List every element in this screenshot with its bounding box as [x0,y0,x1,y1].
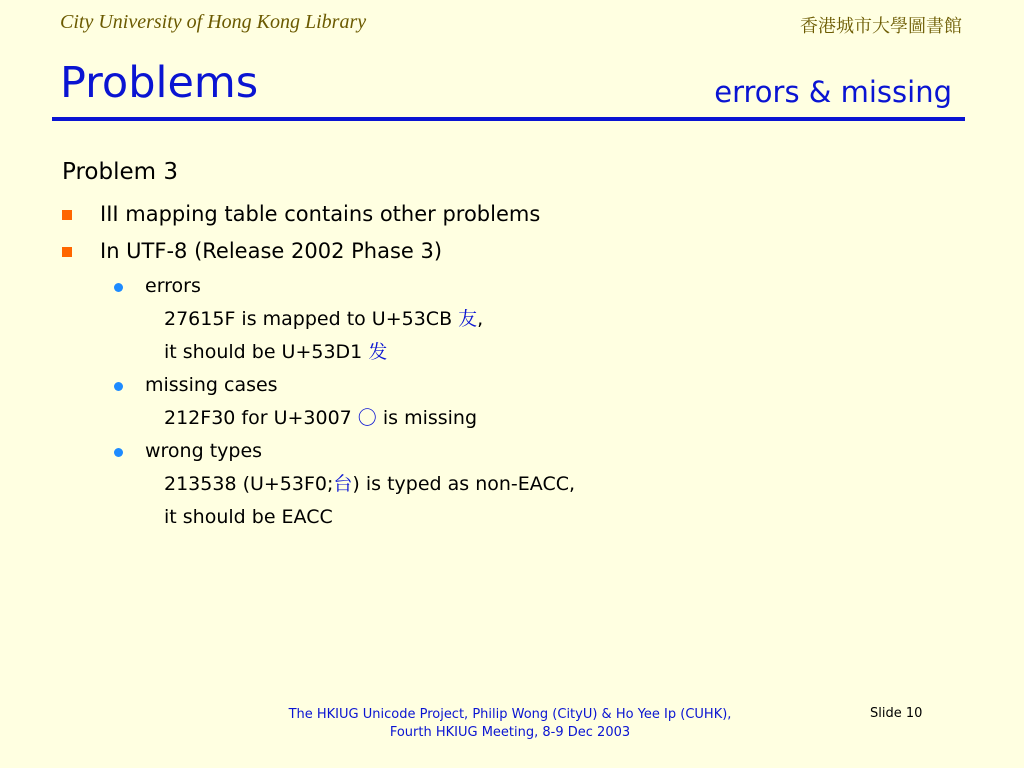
cjk-char-you: 友 [458,308,478,330]
bullet-item-2: In UTF-8 (Release 2002 Phase 3) [100,239,443,263]
sub-item-errors: errors [145,275,201,297]
errors-detail-line-2 [164,343,387,362]
bullet-item-1: III mapping table contains other problems [100,202,541,226]
slide-subtitle: errors & missing [714,75,952,109]
sub-item-wrong-types: wrong types [145,440,263,462]
sub-item-missing: missing cases [145,374,278,396]
footer-credits-line-1: The HKIUG Unicode Project, Philip Wong (CityU) & Ho Yee Ip (CUHK), [288,707,732,722]
square-bullet-icon [62,247,72,257]
missing-detail-line [164,409,477,428]
wrong-types-detail-end: ) is typed as non-EACC, [352,473,576,495]
square-bullet-icon [62,210,72,220]
header-institution-chinese: 香港城市大學圖書館 [800,16,962,37]
title-underline [52,117,965,121]
cjk-char-tai: 台 [333,473,353,495]
wrong-types-detail-line-2: it should be EACC [164,506,333,528]
errors-detail-text: 27615F is mapped to U+53CB [164,308,459,330]
round-bullet-icon [114,283,123,292]
wrong-types-detail-line-1 [164,475,575,494]
footer-credits [260,706,760,742]
slide-number: Slide 10 [870,706,923,721]
errors-detail-line-1 [164,310,483,329]
header-institution-english: City University of Hong Kong Library [60,11,367,33]
wrong-types-detail-text: 213538 (U+53F0; [164,473,334,495]
section-heading: Problem 3 [62,159,178,185]
cjk-char-zero: 〇 [357,407,377,429]
round-bullet-icon [114,448,123,457]
footer-credits-line-2: Fourth HKIUG Meeting, 8-9 Dec 2003 [389,725,631,740]
slide-title: Problems [60,58,259,108]
round-bullet-icon [114,382,123,391]
missing-detail-end: is missing [376,407,478,429]
missing-detail-text: 212F30 for U+3007 [164,407,358,429]
errors-correction-text: it should be U+53D1 [164,341,369,363]
cjk-char-fa: 发 [368,341,388,363]
errors-detail-end: , [477,308,484,330]
